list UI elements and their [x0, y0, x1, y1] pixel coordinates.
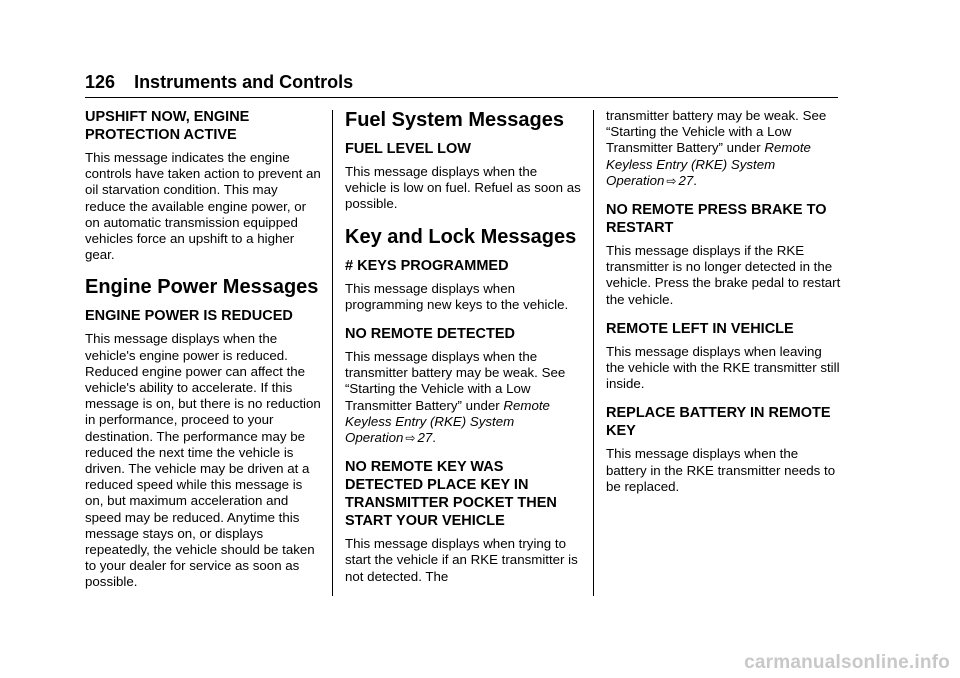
para-no-remote-press-brake: This message displays if the RKE transmitter is no longer detected in the vehicle. Press the brake pedal to restart the vehicle. [606, 243, 841, 307]
heading-no-remote-key: NO REMOTE KEY WAS DETECTED PLACE KEY IN TRANSMITTER POCKET THEN START YOUR VEHICLE [345, 459, 557, 530]
column-1 [85, 108, 321, 603]
watermark: carmanualsonline.info [744, 652, 950, 673]
para-remote-left-in-vehicle: This message displays when leaving the vehicle with the RKE transmitter still inside. [606, 343, 840, 392]
para-fuel-level-low: This message displays when the vehicle is low on fuel. Refuel as soon as possible. [345, 164, 581, 212]
heading-engine-power-reduced: ENGINE POWER IS REDUCED [85, 308, 293, 325]
para-upshift: This message indicates the engine controls have taken action to prevent an oil starvation condition. This may reduce the available engine power, or on automatic transmission equipped vehicles force an upshift to a higher gear. [85, 150, 321, 263]
para-text: transmitter battery may be weak. See “Starting the Vehicle with a Low Transmitter Battery” under [606, 108, 827, 156]
para-text: This message displays when the transmitter battery may be weak. See “Starting the Vehicle with a Low Transmitter Battery” under [345, 349, 566, 413]
cross-reference-link[interactable]: Remote Keyless Entry (RKE) System Operation [345, 397, 550, 446]
heading-no-remote-detected: NO REMOTE DETECTED [345, 326, 515, 343]
heading-fuel-level-low: FUEL LEVEL LOW [345, 141, 471, 157]
heading-keys-programmed: # KEYS PROGRAMMED [345, 257, 509, 274]
column-divider [332, 110, 333, 596]
heading-engine-power-messages: Engine Power Messages [85, 276, 319, 299]
column-3 [606, 108, 842, 507]
page-ref-arrow-icon: ⇨ [405, 431, 416, 446]
heading-key-lock-messages: Key and Lock Messages [345, 225, 577, 248]
para-keys-programmed: This message displays when programming new keys to the vehicle. [345, 280, 569, 312]
para-no-remote-key: This message displays when trying to start the vehicle if an RKE transmitter is not detected. The [345, 536, 578, 584]
heading-upshift: UPSHIFT NOW, ENGINE PROTECTION ACTIVE [85, 109, 250, 143]
page-ref-arrow-icon: ⇨ [666, 173, 677, 188]
page-reference[interactable]: 27 [417, 430, 433, 446]
para-no-remote-detected: This message displays when the transmitter battery may be weak. See “Starting the Vehicle with a Low Transmitter Battery” under Remote Keyless Entry (RKE) System Operation ⇨ 27. [345, 349, 566, 446]
heading-remote-left-in-vehicle: REMOTE LEFT IN VEHICLE [606, 320, 794, 337]
page-reference[interactable]: 27 [678, 172, 694, 188]
column-divider [593, 110, 594, 596]
section-title: Instruments and Controls [134, 72, 354, 92]
column-2 [345, 108, 582, 597]
page-header [85, 71, 838, 98]
page-number: 126 [85, 72, 116, 92]
heading-replace-battery: REPLACE BATTERY IN REMOTE KEY [606, 405, 831, 440]
para-continued: transmitter battery may be weak. See “Starting the Vehicle with a Low Transmitter Battery” under Remote Keyless Entry (RKE) System Operation ⇨ 27. [606, 108, 827, 188]
cross-reference-link[interactable]: Remote Keyless Entry (RKE) System Operation [606, 140, 811, 188]
heading-fuel-system-messages: Fuel System Messages [345, 109, 564, 131]
para-engine-power-reduced: This message displays when the vehicle's engine power is reduced. Reduced engine power can affect the vehicle's ability to accelerate. If this message is on, but there is no reduction in performance, proceed to your destination. The performance may be reduced the next time the vehicle is driven. The vehicle may be driven at a reduced speed while this message is on, but maximum acceleration and speed may be reduced. Anytime this message stays on, or displays repeatedly, the vehicle should be taken to your dealer for service as soon as possible. [85, 331, 321, 590]
heading-no-remote-press-brake: NO REMOTE PRESS BRAKE TO RESTART [606, 202, 827, 237]
para-replace-battery: This message displays when the battery in the RKE transmitter needs to be replaced. [606, 446, 836, 494]
